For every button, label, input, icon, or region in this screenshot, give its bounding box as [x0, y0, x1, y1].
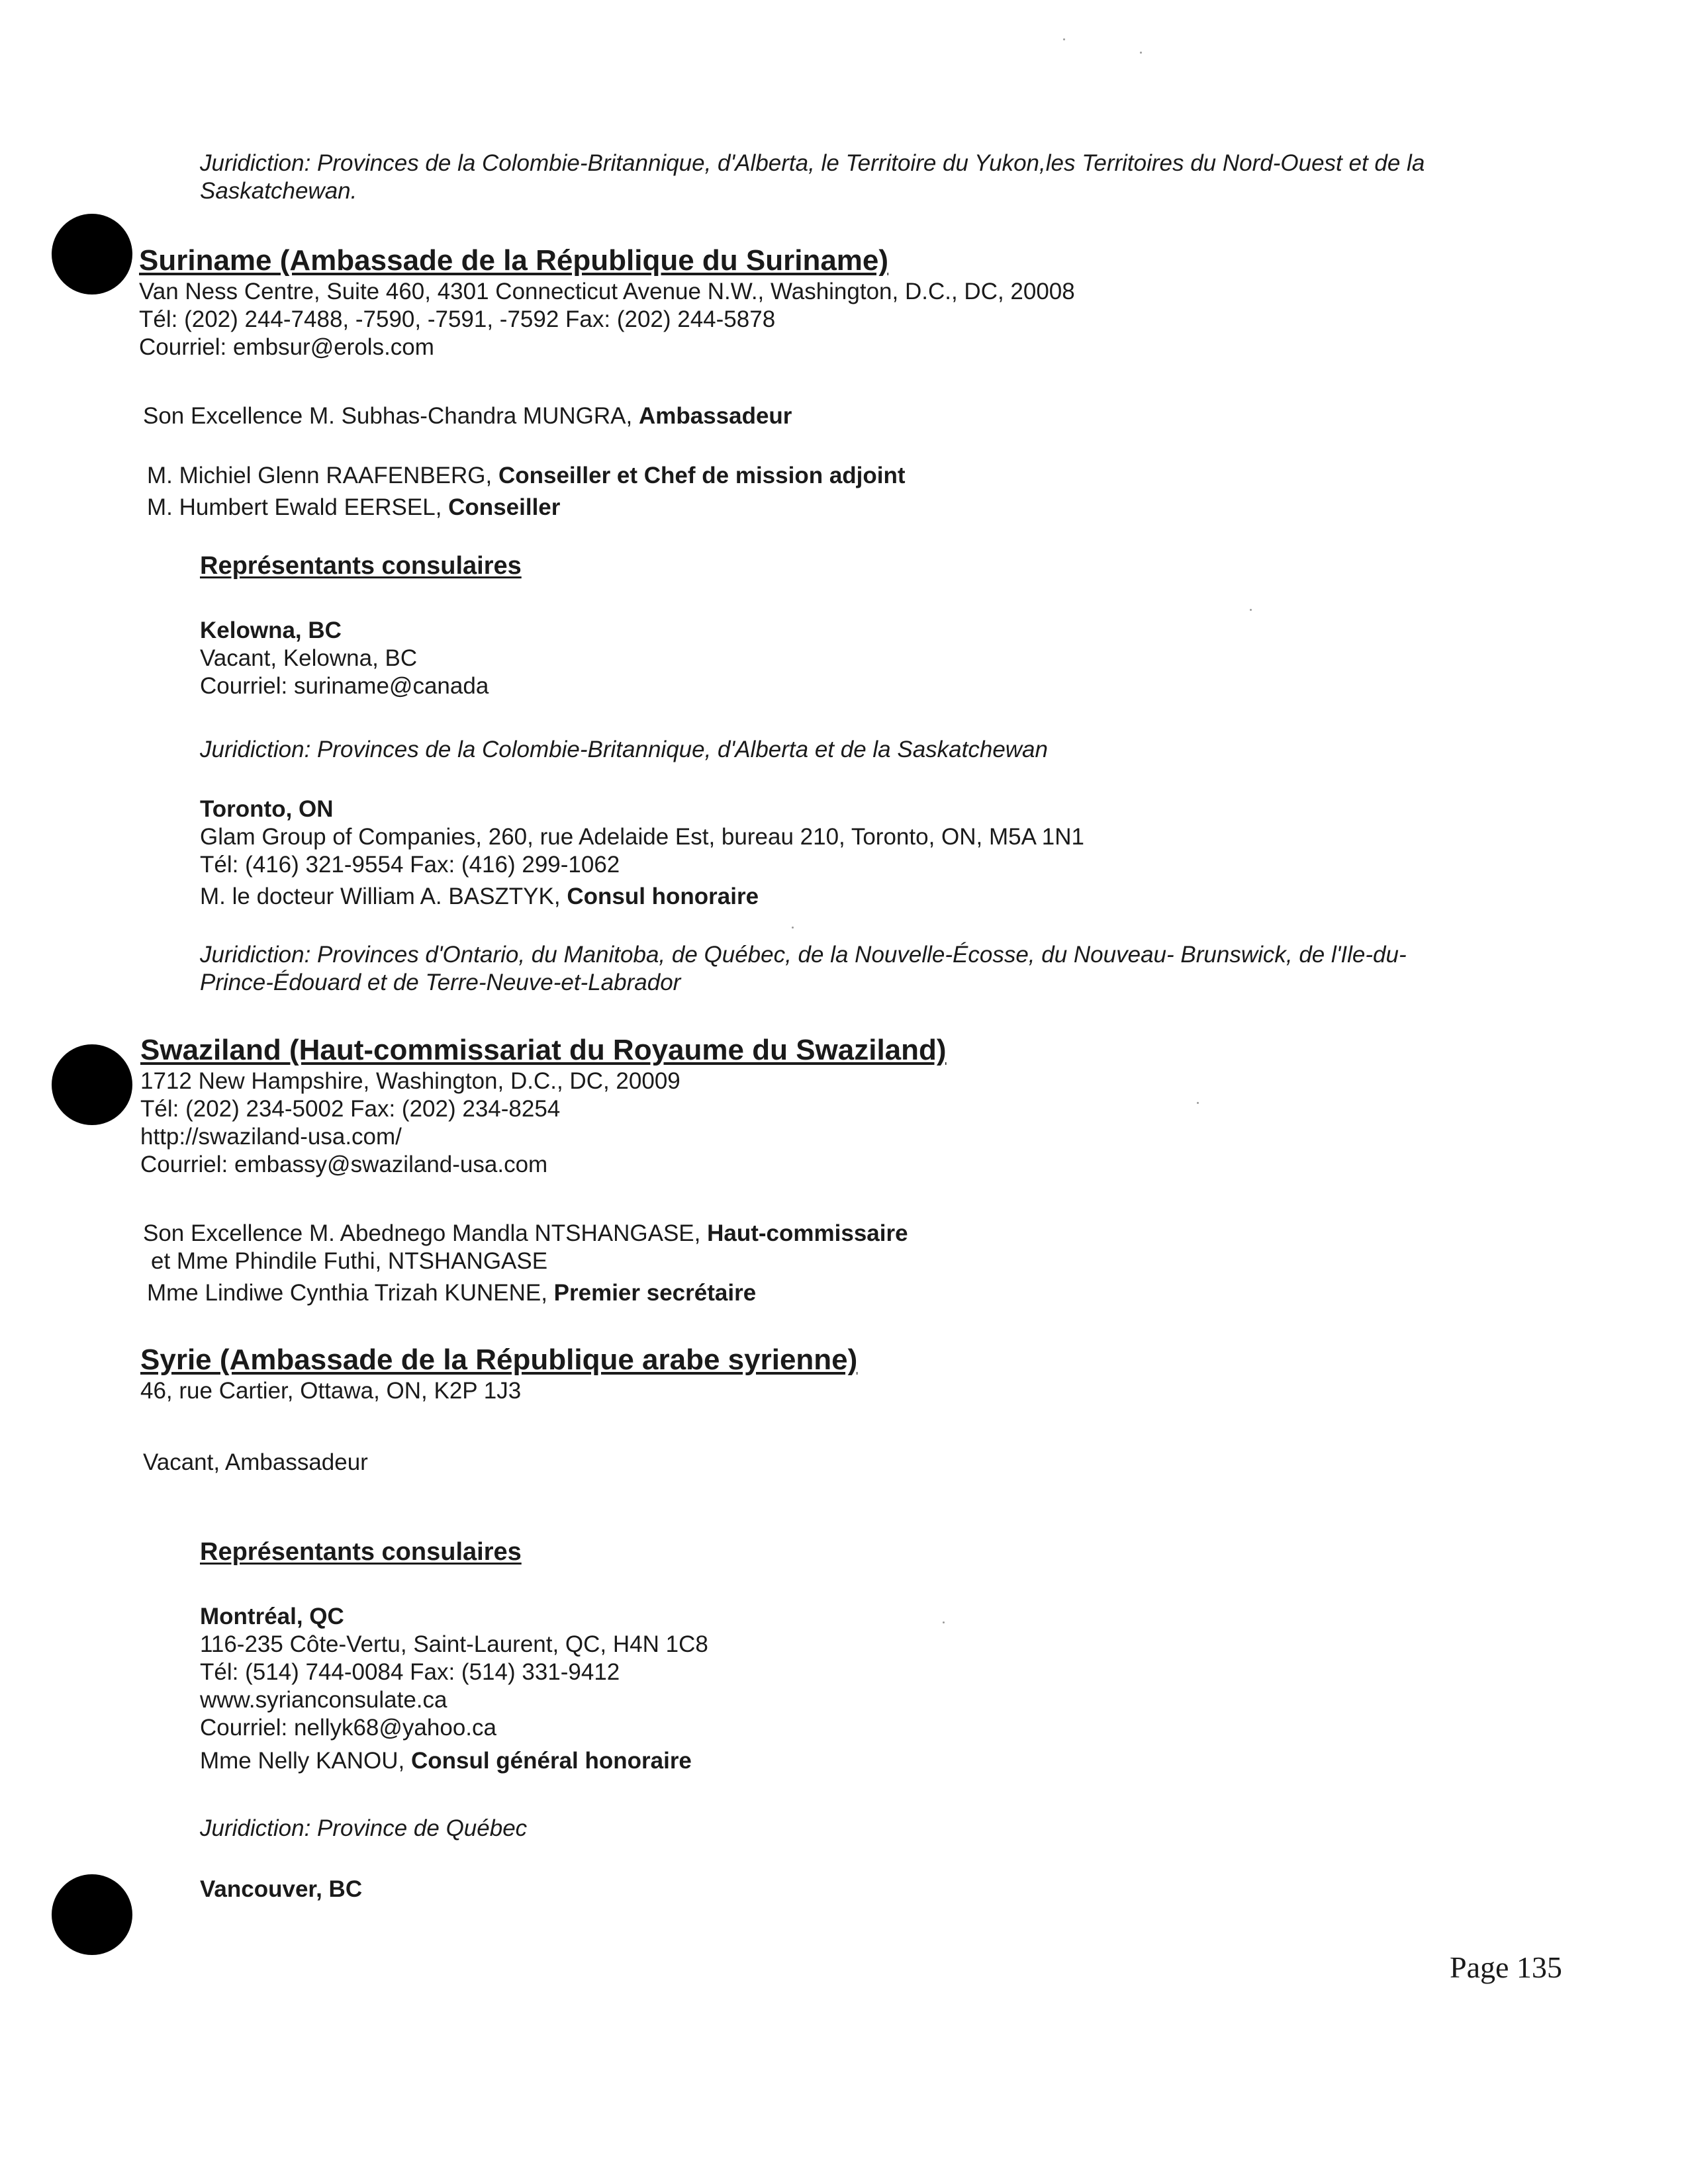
- swaziland-phone: Tél: (202) 234-5002 Fax: (202) 234-8254: [140, 1096, 561, 1122]
- suriname-staff-list: [147, 462, 906, 522]
- scan-speck: [792, 927, 794, 929]
- staff-row: [147, 462, 906, 490]
- top-jurisdiction-line1: Juridiction: Provinces de la Colombie-Britannique, d'Alberta, le Territoire du Yukon,les Territoires du Nord-Ouest et de la: [200, 150, 1425, 176]
- montreal-phone: Tél: (514) 744-0084 Fax: (514) 331-9412: [200, 1659, 620, 1685]
- swaziland-heading: Swaziland (Haut-commissariat du Royaume du Swaziland): [140, 1034, 947, 1066]
- staff-name: Mme Lindiwe Cynthia Trizah KUNENE,: [147, 1280, 554, 1306]
- kelowna-block: [200, 617, 489, 700]
- staff-title: Conseiller: [448, 494, 561, 520]
- montreal-block: [200, 1603, 708, 1775]
- staff-spouse: et Mme Phindile Futhi, NTSHANGASE: [151, 1248, 548, 1274]
- staff-name: Son Excellence M. Subhas-Chandra MUNGRA,: [143, 403, 639, 429]
- swaziland-web: http://swaziland-usa.com/: [140, 1124, 402, 1150]
- kelowna-line2: Courriel: suriname@canada: [200, 673, 489, 699]
- kelowna-city: Kelowna, BC: [200, 617, 342, 643]
- scan-speck: [1140, 52, 1142, 54]
- montreal-title: Consul général honoraire: [410, 1748, 692, 1774]
- swaziland-section: [140, 1033, 947, 1179]
- page-number: Page 135: [1450, 1950, 1562, 1984]
- syrie-address: 46, rue Cartier, Ottawa, ON, K2P 1J3: [140, 1378, 522, 1404]
- syrie-heading: Syrie (Ambassade de la République arabe syrienne): [140, 1343, 858, 1376]
- montreal-email: Courriel: nellyk68@yahoo.ca: [200, 1715, 496, 1741]
- swaziland-address: 1712 New Hampshire, Washington, D.C., DC, 20009: [140, 1068, 680, 1094]
- margin-bullet-dot: [52, 214, 132, 295]
- scan-speck: [1250, 609, 1252, 611]
- staff-title: Haut-commissaire: [707, 1220, 908, 1246]
- montreal-web: www.syrianconsulate.ca: [200, 1687, 447, 1713]
- swaziland-email: Courriel: embassy@swaziland-usa.com: [140, 1152, 548, 1177]
- toronto-block: [200, 796, 1084, 911]
- toronto-city: Toronto, ON: [200, 796, 334, 822]
- suriname-heading: Suriname (Ambassade de la République du Suriname): [139, 244, 889, 277]
- toronto-person: M. le docteur William A. BASZTYK,: [200, 884, 567, 909]
- staff-title: Ambassadeur: [638, 403, 792, 429]
- staff-name: M. Humbert Ewald EERSEL,: [147, 494, 449, 520]
- syrie-ambassador: Vacant, Ambassadeur: [143, 1449, 368, 1475]
- toronto-jurisdiction-line1: Juridiction: Provinces d'Ontario, du Manitoba, de Québec, de la Nouvelle-Écosse, du Nouveau- Brunswick, de l'Ile-du-: [200, 942, 1407, 968]
- kelowna-jurisdiction: Juridiction: Provinces de la Colombie-Britannique, d'Alberta et de la Saskatchewan: [200, 737, 1048, 762]
- suriname-phone: Tél: (202) 244-7488, -7590, -7591, -7592 Fax: (202) 244-5878: [139, 306, 776, 332]
- staff-row: [147, 494, 906, 522]
- top-jurisdiction: [200, 150, 1537, 205]
- montreal-address: 116-235 Côte-Vertu, Saint-Laurent, QC, H4N 1C8: [200, 1631, 708, 1657]
- staff-name: Son Excellence M. Abednego Mandla NTSHANGASE,: [143, 1220, 708, 1246]
- montreal-person: Mme Nelly KANOU,: [200, 1748, 411, 1774]
- toronto-phone: Tél: (416) 321-9554 Fax: (416) 299-1062: [200, 852, 620, 878]
- margin-bullet-dot: [52, 1874, 132, 1955]
- top-jurisdiction-line2: Saskatchewan.: [200, 178, 357, 204]
- staff-title: Premier secrétaire: [553, 1280, 757, 1306]
- kelowna-line1: Vacant, Kelowna, BC: [200, 645, 418, 671]
- margin-bullet-dot: [52, 1044, 132, 1125]
- toronto-jurisdiction: [200, 941, 1537, 997]
- suriname-consular-heading: Représentants consulaires: [200, 552, 522, 580]
- toronto-person-row: [200, 883, 1084, 911]
- staff-name: M. Michiel Glenn RAAFENBERG,: [147, 463, 498, 488]
- montreal-person-row: [200, 1747, 708, 1775]
- suriname-address: Van Ness Centre, Suite 460, 4301 Connecticut Avenue N.W., Washington, D.C., DC, 20008: [139, 279, 1075, 304]
- vancouver-city: Vancouver, BC: [200, 1876, 363, 1902]
- suriname-section: [139, 244, 1075, 361]
- scan-speck: [1197, 1102, 1199, 1104]
- swaziland-staff: [143, 1220, 908, 1307]
- suriname-ambassador: [143, 402, 792, 430]
- staff-title: Conseiller et Chef de mission adjoint: [498, 463, 906, 488]
- syrie-section: [140, 1343, 857, 1405]
- toronto-address: Glam Group of Companies, 260, rue Adelaide Est, bureau 210, Toronto, ON, M5A 1N1: [200, 824, 1084, 850]
- scan-speck: [943, 1621, 945, 1623]
- montreal-jurisdiction: Juridiction: Province de Québec: [200, 1815, 528, 1841]
- staff-row: [143, 1220, 908, 1248]
- toronto-jurisdiction-line2: Prince-Édouard et de Terre-Neuve-et-Labrador: [200, 970, 681, 995]
- staff-row: [143, 1279, 908, 1307]
- scan-speck: [1063, 38, 1065, 40]
- suriname-email: Courriel: embsur@erols.com: [139, 334, 434, 360]
- syrie-consular-heading: Représentants consulaires: [200, 1538, 522, 1566]
- toronto-title: Consul honoraire: [567, 884, 759, 909]
- montreal-city: Montréal, QC: [200, 1604, 344, 1629]
